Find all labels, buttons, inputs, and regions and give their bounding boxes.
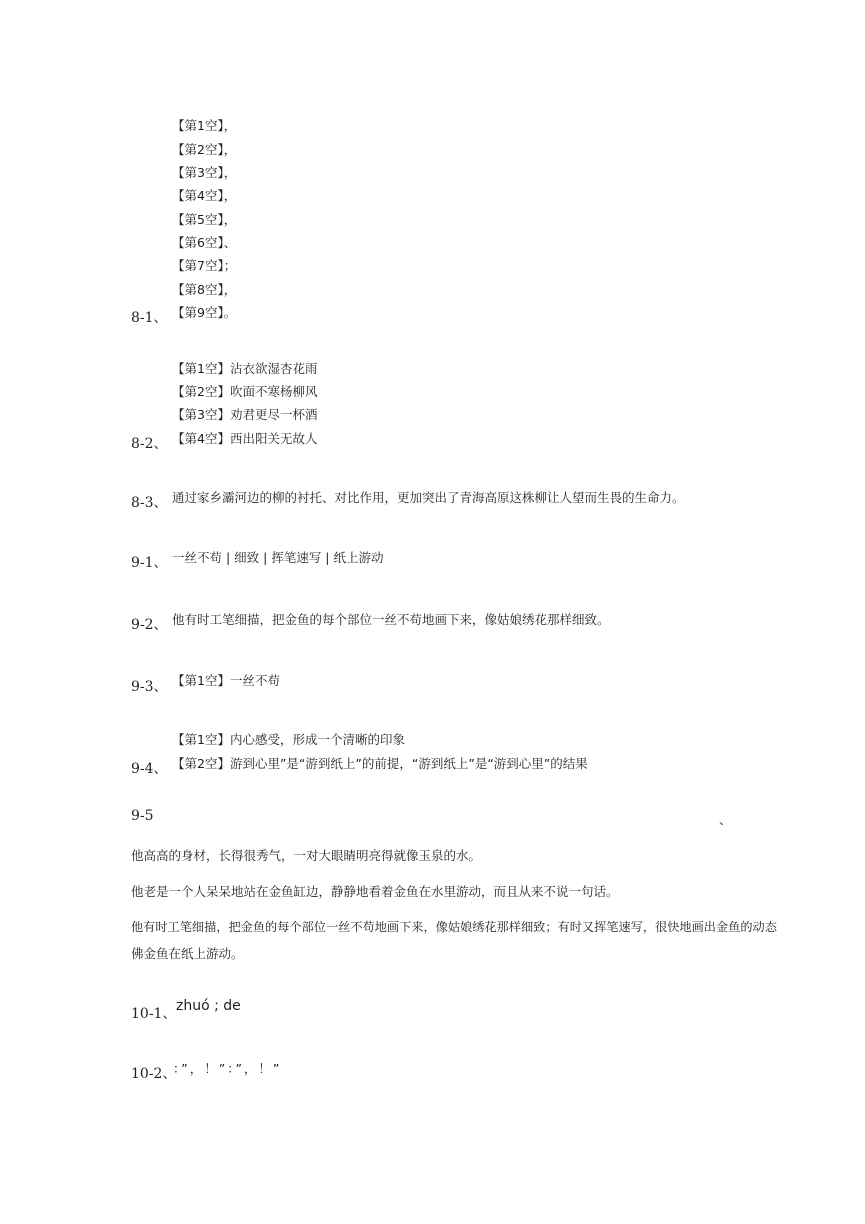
q8-2-blank-4: 【第4空】西出阳关无故人 (172, 431, 318, 446)
q8-1-blank-7: 【第7空】； (172, 258, 237, 273)
q10-2-number: 10-2、 (131, 1066, 177, 1082)
q9-2-number: 9-2、 (131, 617, 168, 633)
q8-3-answer: 通过家乡灞河边的柳的衬托、对比作用，更加突出了青海高原这株柳让人望而生畏的生命力。 (172, 490, 685, 505)
q9-5-mark: 、 (719, 812, 732, 827)
q9-4-blank-1: 【第1空】内心感受，形成一个清晰的印象 (172, 732, 405, 747)
q9-3-number: 9-3、 (131, 679, 168, 695)
q9-5-line-1: 他高高的身材，长得很秀气，一对大眼睛明亮得就像玉泉的水。 (131, 848, 482, 863)
q9-3-answer: 【第1空】一丝不苟 (172, 673, 280, 688)
q9-2-answer: 他有时工笔细描，把金鱼的每个部位一丝不苟地画下来，像姑娘绣花那样细致。 (172, 612, 610, 627)
q8-2-number: 8-2、 (131, 436, 168, 452)
q9-1-answer: 一丝不苟 | 细致 | 挥笔速写 | 纸上游动 (172, 550, 384, 565)
q10-1-answer: zhuó ; de (176, 998, 241, 1014)
q8-1-blank-6: 【第6空】、 (172, 235, 237, 250)
q10-2-answer: ：”，！”：”，！” (173, 1061, 282, 1076)
q10-1-number: 10-1、 (131, 1006, 177, 1022)
q8-2-blank-3: 【第3空】劝君更尽一杯酒 (172, 407, 318, 422)
q8-1-blank-2: 【第2空】， (172, 142, 237, 157)
q8-2-blank-1: 【第1空】沾衣欲湿杏花雨 (172, 361, 318, 376)
q9-4-blank-2: 【第2空】游到心里”是“游到纸上”的前提，“游到纸上”是“游到心里”的结果 (172, 756, 588, 771)
q9-4-number: 9-4、 (131, 761, 168, 777)
q9-5-line-3: 他有时工笔细描，把金鱼的每个部位一丝不苟地画下来，像姑娘绣花那样细致；有时又挥笔速写，很快地画出金鱼的动态 (131, 920, 777, 934)
q8-3-number: 8-3、 (131, 495, 168, 511)
q9-5-line-4: 佛金鱼在纸上游动。 (131, 946, 244, 961)
q8-1-number: 8-1、 (131, 310, 168, 326)
q9-5-number: 9-5 (131, 808, 154, 824)
q8-1-blank-4: 【第4空】， (172, 188, 237, 203)
q8-1-blank-5: 【第5空】， (172, 212, 237, 227)
q8-1-blank-9: 【第9空】。 (172, 305, 237, 320)
q8-2-blank-2: 【第2空】吹面不寒杨柳风 (172, 384, 318, 399)
q8-1-blank-3: 【第3空】， (172, 165, 237, 180)
q8-1-blank-1: 【第1空】， (172, 118, 237, 133)
q9-5-line-2: 他老是一个人呆呆地站在金鱼缸边，静静地看着金鱼在水里游动，而且从来不说一句话。 (131, 884, 619, 899)
q8-1-blank-8: 【第8空】， (172, 282, 237, 297)
q9-1-number: 9-1、 (131, 555, 168, 571)
